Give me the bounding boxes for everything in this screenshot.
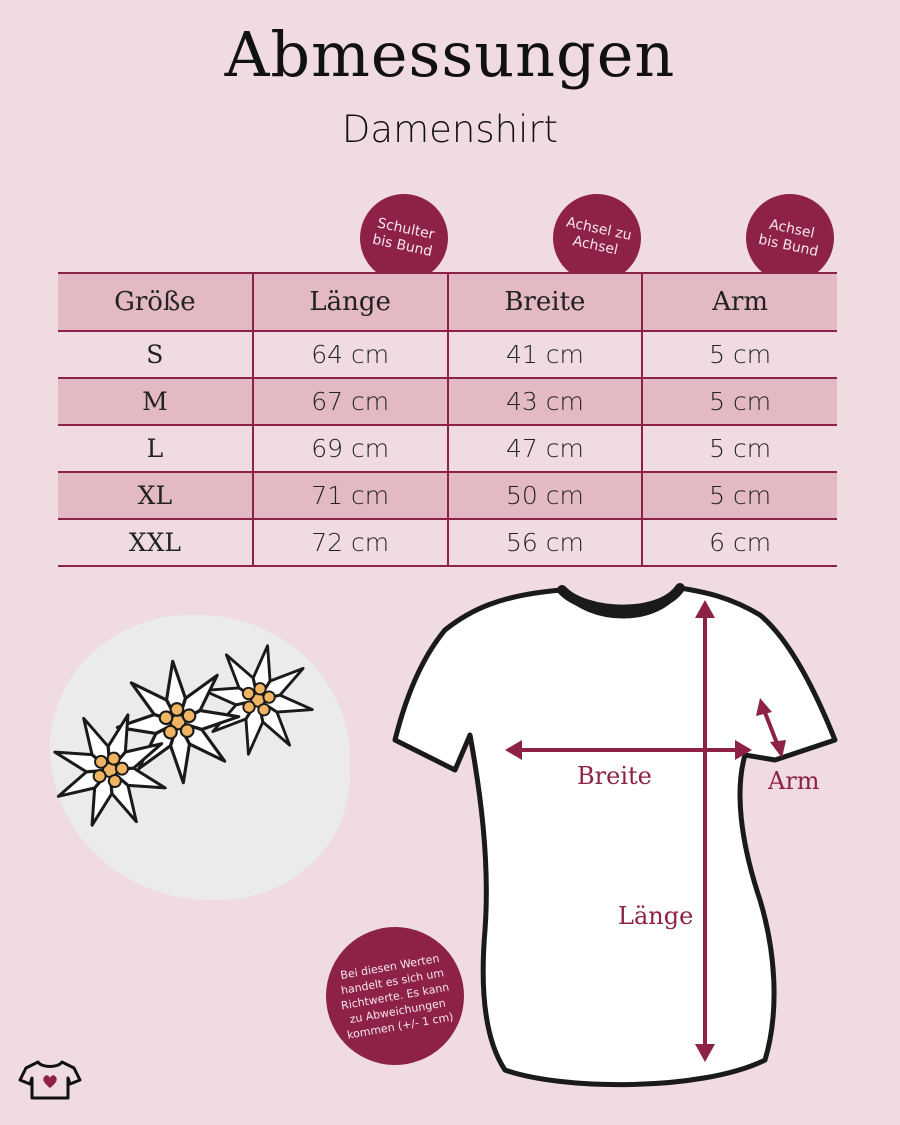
edelweiss-flowers-illustration — [37, 636, 322, 843]
header-arm: Arm — [642, 273, 837, 331]
disclaimer-text: Bei diesen Werten handelt es sich um Richtwerte. Es kann zu Abweichungen kommen (+/- 1 cm) — [339, 951, 455, 1042]
header-groesse: Größe — [114, 287, 196, 317]
cell-laenge: 64 cm — [253, 331, 448, 378]
cell-laenge: 71 cm — [253, 472, 448, 519]
cell-breite: 47 cm — [448, 425, 643, 472]
badge-arm-text: Achsel bis Bund — [756, 216, 820, 260]
badge-breite-text: Achsel zu Achsel — [564, 214, 633, 259]
shirt-label-breite: Breite — [577, 762, 652, 790]
header-breite: Breite — [448, 273, 643, 331]
cell-arm: 5 cm — [642, 472, 837, 519]
cell-breite: 56 cm — [448, 519, 643, 566]
cell-laenge: 67 cm — [253, 378, 448, 425]
page-title: Abmessungen — [224, 18, 676, 91]
cell-laenge: 69 cm — [253, 425, 448, 472]
cell-arm: 6 cm — [642, 519, 837, 566]
cell-arm: 5 cm — [642, 378, 837, 425]
cell-arm: 5 cm — [642, 331, 837, 378]
page-subtitle: Damenshirt — [341, 108, 559, 151]
cell-laenge: 72 cm — [253, 519, 448, 566]
header-laenge: Länge — [253, 273, 448, 331]
cell-size: M — [142, 387, 168, 416]
cell-arm: 5 cm — [642, 425, 837, 472]
cell-breite: 43 cm — [448, 378, 643, 425]
shirt-label-arm: Arm — [768, 767, 820, 795]
shirt-label-laenge: Länge — [618, 902, 694, 930]
badge-laenge-text: Schulter bis Bund — [370, 215, 436, 260]
cell-size: XXL — [128, 528, 181, 557]
cell-size: S — [146, 340, 164, 369]
cell-size: XL — [137, 481, 173, 510]
cell-breite: 50 cm — [448, 472, 643, 519]
shirt-heart-logo-icon — [18, 1058, 82, 1102]
cell-breite: 41 cm — [448, 331, 643, 378]
cell-size: L — [146, 434, 164, 463]
